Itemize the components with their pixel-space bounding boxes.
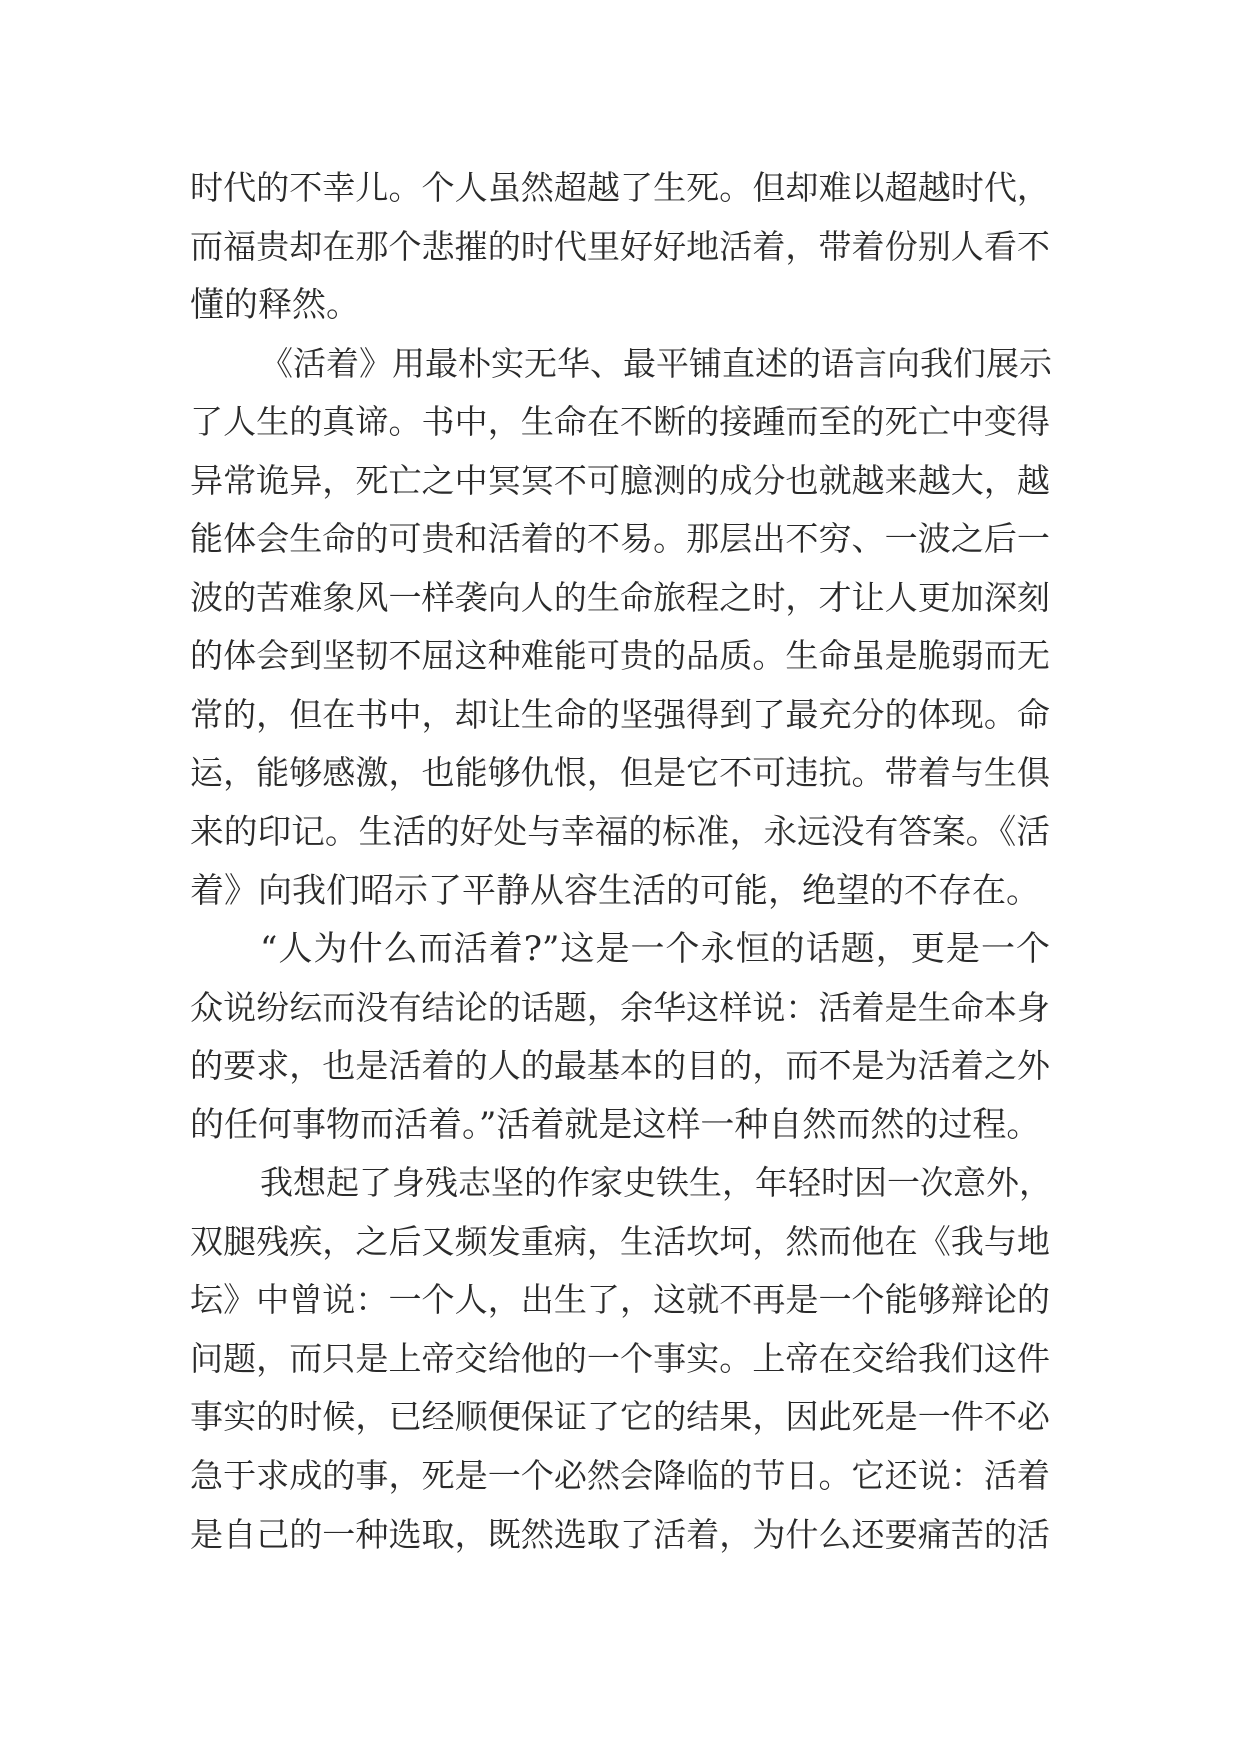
text-line: 来的印记。生活的好处与幸福的标准，永远没有答案。《活: [190, 812, 1050, 852]
text-line: 运，能够感激，也能够仇恨，但是它不可违抗。带着与生俱: [190, 753, 1050, 793]
text-line: 时代的不幸儿。个人虽然超越了生死。但却难以超越时代，: [190, 168, 1050, 207]
text-line: 而福贵却在那个悲摧的时代里好好地活着，带着份别人看不: [190, 226, 1050, 266]
text-line: 懂的释然。: [190, 285, 360, 326]
text-line: 坛》中曾说：一个人，出生了，这就不再是一个能够辩论的: [190, 1280, 1050, 1320]
text-line: 是自己的一种选取，既然选取了活着，为什么还要痛苦的活: [190, 1514, 1050, 1554]
text-line: 波的苦难象风一样袭向人的生命旅程之时，才让人更加深刻: [190, 577, 1050, 617]
text-line: 能体会生命的可贵和活着的不易。那层出不穷、一波之后一: [190, 519, 1050, 559]
text-line: 的要求，也是活着的人的最基本的目的，而不是为活着之外: [190, 1046, 1050, 1086]
text-line: 了人生的真谛。书中，生命在不断的接踵而至的死亡中变得: [190, 402, 1050, 442]
text-line: 的任何事物而活着。”活着就是这样一种自然而然的过程。: [190, 1104, 1041, 1145]
text-line: “人为什么而活着?”这是一个永恒的话题，更是一个: [260, 929, 1050, 970]
text-line: 双腿残疾，之后又频发重病，生活坎坷，然而他在《我与地: [190, 1221, 1050, 1261]
text-line: 常的，但在书中，却让生命的坚强得到了最充分的体现。命: [190, 694, 1050, 734]
text-line: 问题，而只是上帝交给他的一个事实。上帝在交给我们这件: [190, 1338, 1050, 1378]
text-line: 急于求成的事，死是一个必然会降临的节日。它还说：活着: [190, 1456, 1050, 1496]
text-line: 我想起了身残志坚的作家史铁生，年轻时因一次意外，: [260, 1163, 1052, 1203]
text-line: 的体会到坚韧不屈这种难能可贵的品质。生命虽是脆弱而无: [190, 636, 1050, 676]
text-line: 着》向我们昭示了平静从容生活的可能，绝望的不存在。: [190, 870, 1040, 911]
document-body: [190, 159, 1050, 1564]
text-line: 事实的时候，已经顺便保证了它的结果，因此死是一件不必: [190, 1397, 1050, 1437]
text-line: 《活着》用最朴实无华、最平铺直述的语言向我们展示: [260, 343, 1052, 383]
text-line: 异常诡异，死亡之中冥冥不可臆测的成分也就越来越大，越: [190, 460, 1050, 500]
text-line: 众说纷纭而没有结论的话题，余华这样说：活着是生命本身: [190, 987, 1050, 1027]
